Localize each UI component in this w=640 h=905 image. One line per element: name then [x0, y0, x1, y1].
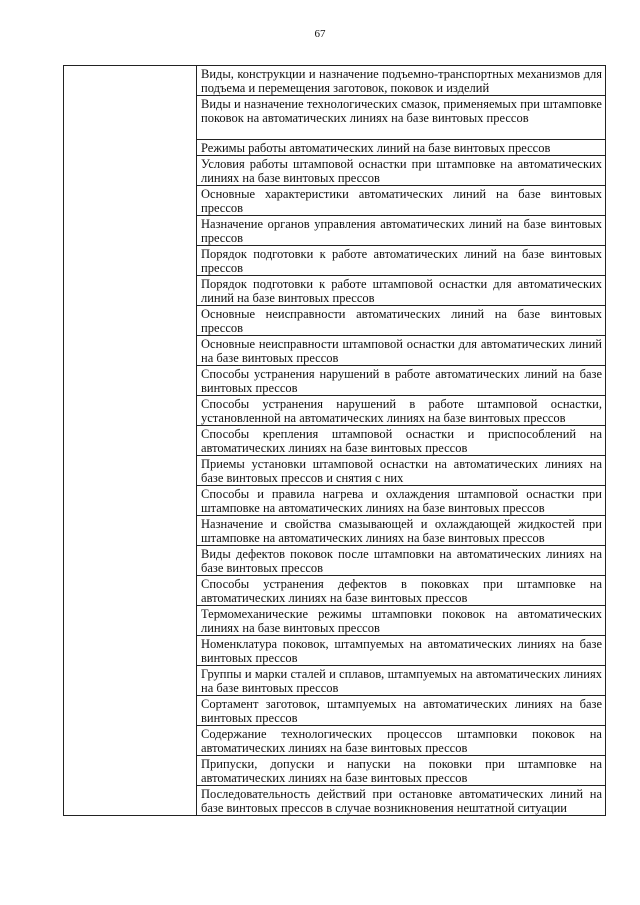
table-item: Способы устранения нарушений в работе штамповой оснастки, установленной на автоматических линиях на базе винтовых прессов [197, 396, 606, 426]
page-number: 67 [314, 28, 326, 40]
knowledge-table [63, 65, 606, 816]
table-item: Основные неисправности автоматических линий на базе винтовых прессов [197, 306, 606, 336]
table-item: Основные характеристики автоматических линий на базе винтовых прессов [197, 186, 606, 216]
table-item: Режимы работы автоматических линий на базе винтовых прессов [197, 140, 606, 156]
table-item: Способы и правила нагрева и охлаждения штамповой оснастки при штамповке на автоматических линиях на базе винтовых прессов [197, 486, 606, 516]
table-left-cell [64, 66, 197, 816]
table-item: Способы устранения дефектов в поковках при штамповке на автоматических линиях на базе винтовых прессов [197, 576, 606, 606]
table-item: Виды, конструкции и назначение подъемно-транспортных механизмов для подъема и перемещения заготовок, поковок и изделий [197, 66, 606, 96]
table-item: Условия работы штамповой оснастки при штамповке на автоматических линиях на базе винтовых прессов [197, 156, 606, 186]
table-item: Назначение и свойства смазывающей и охлаждающей жидкостей при штамповке на автоматических линиях на базе винтовых прессов [197, 516, 606, 546]
table-item: Термомеханические режимы штамповки поковок на автоматических линиях на базе винтовых прессов [197, 606, 606, 636]
table-item: Приемы установки штамповой оснастки на автоматических линиях на базе винтовых прессов и снятия с них [197, 456, 606, 486]
table-row [64, 66, 606, 96]
table-item: Основные неисправности штамповой оснастки для автоматических линий на базе винтовых прессов [197, 336, 606, 366]
table-item: Содержание технологических процессов штамповки поковок на автоматических линиях на базе винтовых прессов [197, 726, 606, 756]
table-item: Виды и назначение технологических смазок, применяемых при штамповке поковок на автоматических линиях на базе винтовых прессов [197, 96, 606, 140]
table-item: Способы крепления штамповой оснастки и приспособлений на автоматических линиях на базе винтовых прессов [197, 426, 606, 456]
table-item: Назначение органов управления автоматических линий на базе винтовых прессов [197, 216, 606, 246]
table-item: Припуски, допуски и напуски на поковки при штамповке на автоматических линиях на базе винтовых прессов [197, 756, 606, 786]
table-item: Группы и марки сталей и сплавов, штампуемых на автоматических линиях на базе винтовых прессов [197, 666, 606, 696]
table-item: Способы устранения нарушений в работе автоматических линий на базе винтовых прессов [197, 366, 606, 396]
table-item: Последовательность действий при остановке автоматических линий на базе винтовых прессов в случае возникновения нештатной ситуации [197, 786, 606, 816]
table-item: Порядок подготовки к работе автоматических линий на базе винтовых прессов [197, 246, 606, 276]
table-item: Номенклатура поковок, штампуемых на автоматических линиях на базе винтовых прессов [197, 636, 606, 666]
table-item: Порядок подготовки к работе штамповой оснастки для автоматических линий на базе винтовых прессов [197, 276, 606, 306]
table-item: Виды дефектов поковок после штамповки на автоматических линиях на базе винтовых прессов [197, 546, 606, 576]
table-item: Сортамент заготовок, штампуемых на автоматических линиях на базе винтовых прессов [197, 696, 606, 726]
